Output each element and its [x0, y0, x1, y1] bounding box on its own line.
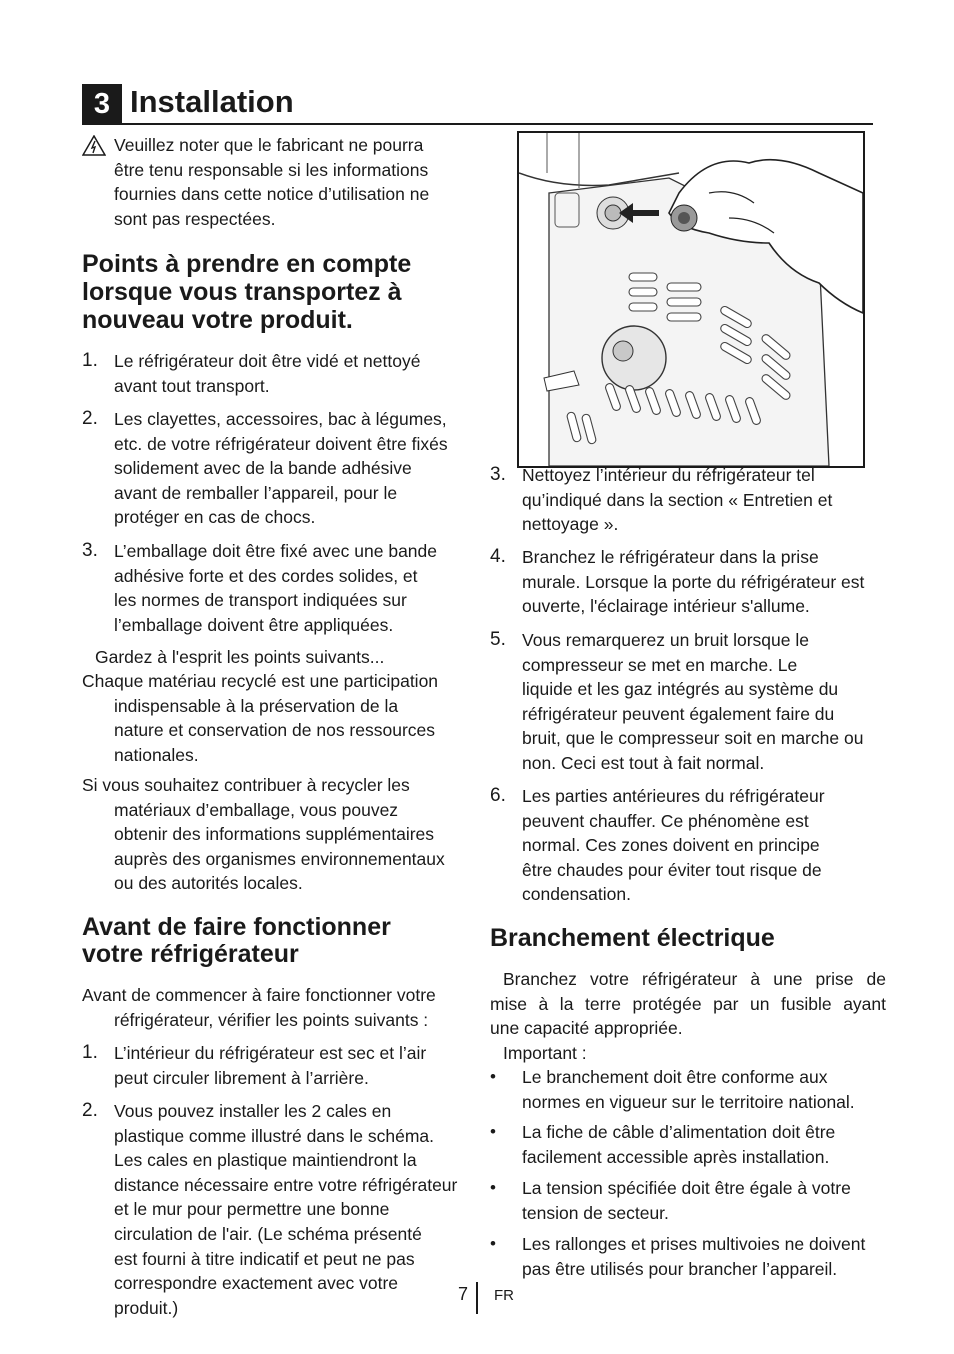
heading-line: nouveau votre produit. [82, 306, 353, 334]
heading-line: votre réfrigérateur [82, 940, 299, 968]
item-line: protéger en cas de chocs. [114, 507, 316, 528]
item-line: les normes de transport indiquées sur [114, 590, 407, 611]
item-line: plastique comme illustré dans le schéma. [114, 1125, 435, 1146]
item-line: et le mur pour permettre une bonne [114, 1199, 390, 1220]
warning-line: Veuillez noter que le fabricant ne pourra [114, 135, 424, 155]
heading-line: Avant de faire fonctionner [82, 913, 391, 941]
paragraph-line: réfrigérateur, vérifier les points suivants : [114, 1009, 429, 1030]
item-number: 1. [82, 350, 98, 371]
item-line: Le réfrigérateur doit être vidé et nettoyé [114, 351, 421, 371]
item-line: être chaudes pour éviter tout risque de [522, 859, 822, 880]
reminder-note: Gardez à l'esprit les points suivants... [95, 647, 385, 667]
item-line: produit.) [114, 1297, 179, 1318]
warning-line: sont pas respectées. [114, 208, 276, 229]
item-line: avant de remballer l’appareil, pour le [114, 482, 398, 503]
warning-line: fournies dans cette notice d’utilisation ne [114, 184, 430, 205]
bullet-icon: • [490, 1234, 496, 1253]
item-line: Les parties antérieures du réfrigérateur [522, 786, 825, 806]
item-line: liquide et les gaz intégrés au système du [522, 679, 839, 700]
item-line: Les cales en plastique maintiendront la [114, 1150, 417, 1171]
installation-illustration [517, 131, 865, 468]
paragraph-line: Si vous souhaitez contribuer à recycler les [82, 775, 410, 795]
warning-line: être tenu responsable si les informations [114, 159, 429, 180]
item-number: 3. [82, 540, 98, 561]
page-number: 7 [457, 1284, 468, 1304]
item-line: bruit, que le compresseur soit en marche ou [522, 728, 864, 749]
language-code: FR [494, 1287, 514, 1304]
bullet-line: facilement accessible après installation. [522, 1146, 830, 1167]
recycle-paragraph [82, 669, 482, 767]
transport-heading [82, 250, 482, 334]
item-line: circulation de l'air. (Le schéma présenté [114, 1223, 422, 1244]
item-number: 5. [490, 629, 506, 650]
item-line: non. Ceci est tout à fait normal. [522, 752, 765, 773]
page-title: Installation [130, 84, 294, 119]
bullet-icon: • [490, 1122, 496, 1141]
contribute-paragraph [82, 773, 482, 896]
section-number: 3 [82, 84, 122, 124]
paragraph-line: matériaux d’emballage, vous pouvez [114, 799, 399, 820]
item-line: murale. Lorsque la porte du réfrigérateur est [522, 571, 865, 592]
paragraph-line: ou des autorités locales. [114, 873, 303, 894]
paragraph-line: nature et conservation de nos ressources [114, 720, 436, 741]
bullet-line: tension de secteur. [522, 1202, 669, 1223]
bullet-line: Les rallonges et prises multivoies ne doivent [522, 1234, 866, 1254]
item-line: ouverte, l'éclairage intérieur s'allume. [522, 596, 810, 617]
bullet-line: Le branchement doit être conforme aux [522, 1067, 828, 1087]
paragraph-line: nationales. [114, 744, 199, 765]
paragraph-line: Branchez votre réfrigérateur à une prise de [503, 969, 886, 989]
paragraph-line: auprès des organismes environnementaux [114, 848, 445, 869]
paragraph-line: Avant de commencer à faire fonctionner votre [82, 985, 436, 1005]
heading-line: Points à prendre en compte [82, 250, 412, 278]
item-line: compresseur se met en marche. Le [522, 654, 798, 675]
item-line: condensation. [522, 884, 631, 905]
paragraph-line: mise à la terre protégée par un fusible ayant [490, 993, 886, 1014]
item-line: L’intérieur du réfrigérateur est sec et l’air [114, 1043, 427, 1063]
electrical-heading: Branchement électrique [490, 924, 775, 952]
title-rule [82, 123, 873, 125]
bullet-line: La tension spécifiée doit être égale à votre [522, 1178, 851, 1198]
item-line: qu’indiqué dans la section « Entretien et [522, 489, 833, 510]
item-line: l’emballage doivent être appliquées. [114, 614, 394, 635]
item-number: 2. [82, 408, 98, 429]
item-number: 1. [82, 1042, 98, 1063]
paragraph-line: indispensable à la préservation de la [114, 695, 399, 716]
item-line: Vous pouvez installer les 2 cales en [114, 1101, 392, 1121]
item-line: peuvent chauffer. Ce phénomène est [522, 810, 809, 831]
before-use-heading [82, 914, 482, 968]
item-line: Branchez le réfrigérateur dans la prise [522, 547, 819, 567]
item-line: distance nécessaire entre votre réfrigérateur [114, 1174, 458, 1195]
footer-divider [476, 1282, 478, 1314]
paragraph-line: Chaque matériau recyclé est une participation [82, 671, 439, 691]
electrical-intro [490, 967, 886, 1065]
item-line: adhésive forte et des cordes solides, et [114, 565, 418, 586]
item-line: avant tout transport. [114, 375, 270, 396]
bullet-line: pas être utilisés pour brancher l’appareil. [522, 1258, 838, 1279]
bullet-line: La fiche de câble d’alimentation doit être [522, 1122, 836, 1142]
warning-triangle-icon [82, 135, 106, 161]
item-line: Vous remarquerez un bruit lorsque le [522, 630, 809, 650]
item-line: solidement avec de la bande adhésive [114, 458, 412, 479]
item-line: correspondre exactement avec votre [114, 1273, 399, 1294]
heading-line: lorsque vous transportez à [82, 278, 402, 306]
item-line: etc. de votre réfrigérateur doivent être fixés [114, 433, 448, 454]
bullet-icon: • [490, 1178, 496, 1197]
paragraph-line: obtenir des informations supplémentaires [114, 824, 435, 845]
item-number: 2. [82, 1100, 98, 1121]
item-line: peut circuler librement à l’arrière. [114, 1067, 369, 1088]
item-line: nettoyage ». [522, 514, 619, 535]
item-number: 4. [490, 546, 506, 567]
bullet-line: normes en vigueur sur le territoire national. [522, 1091, 855, 1112]
item-number: 3. [490, 464, 506, 485]
item-line: L’emballage doit être fixé avec une bande [114, 541, 438, 561]
bullet-icon: • [490, 1067, 496, 1086]
item-line: Nettoyez l’intérieur du réfrigérateur tel [522, 465, 815, 485]
item-line: Les clayettes, accessoires, bac à légumes, [114, 409, 447, 429]
important-label: Important : [503, 1042, 587, 1063]
item-line: normal. Ces zones doivent en principe [522, 835, 820, 856]
item-line: est fourni à titre indicatif et peut ne pas [114, 1248, 415, 1269]
before-use-intro [82, 983, 482, 1032]
paragraph-line: une capacité appropriée. [490, 1018, 683, 1039]
item-number: 6. [490, 785, 506, 806]
item-line: réfrigérateur peuvent également faire du [522, 703, 835, 724]
